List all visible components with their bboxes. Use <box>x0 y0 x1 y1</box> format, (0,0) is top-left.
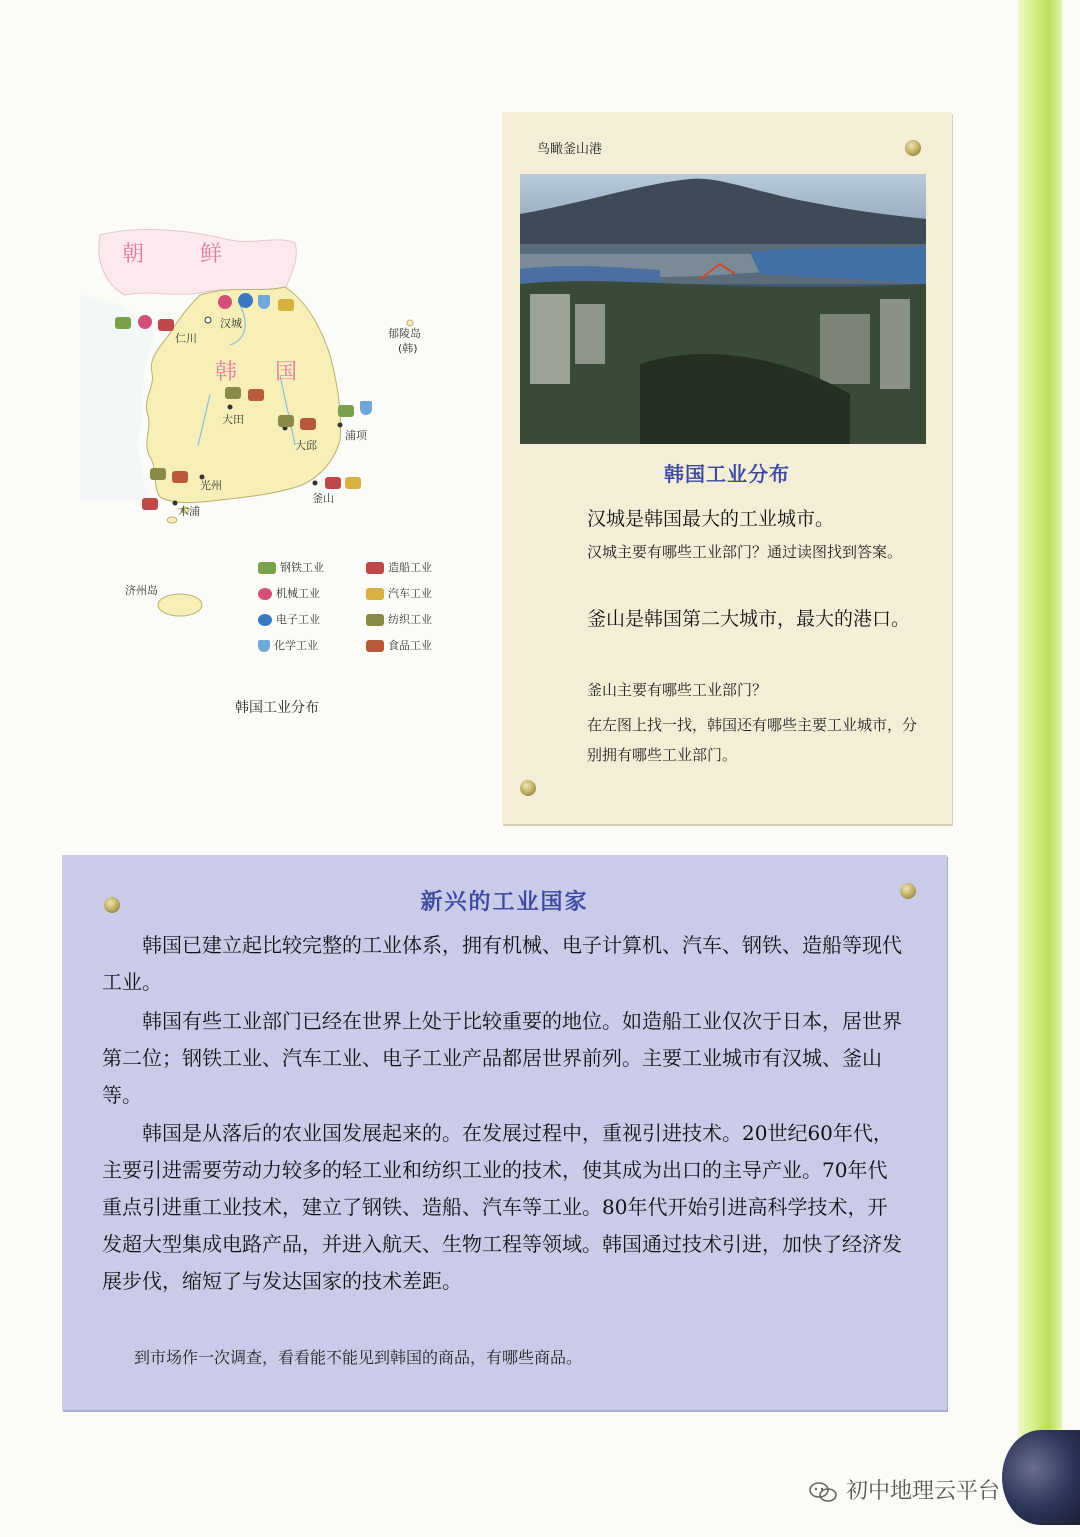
card-question-1: 汉城主要有哪些工业部门？通过读图找到答案。 <box>587 543 903 561</box>
emerging-industrial-country-box <box>62 855 947 1410</box>
legend-label: 纺织工业 <box>388 613 432 626</box>
map-label-chao: 朝 <box>122 242 145 267</box>
chemical-icon <box>360 401 372 415</box>
legend-item <box>258 586 320 602</box>
legend-label: 造船工业 <box>388 561 432 574</box>
legend-item <box>258 560 324 576</box>
card-paragraph-2: 釜山是韩国第二大城市，最大的港口。 <box>587 608 911 630</box>
pin-icon <box>520 780 536 796</box>
shipbuilding-icon <box>325 477 341 489</box>
info-activity: 到市场作一次调查，看看能不能见到韩国的商品，有哪些商品。 <box>134 1348 583 1367</box>
map-label-daejeon: 大田 <box>222 413 244 426</box>
photo-title: 鸟瞰釜山港 <box>537 142 603 157</box>
steel-icon <box>258 562 276 574</box>
legend-item <box>366 612 432 628</box>
legend-label: 汽车工业 <box>388 587 432 600</box>
legend-label: 化学工业 <box>274 639 318 652</box>
legend-item <box>258 612 320 628</box>
info-paragraph-2: 韩国有些工业部门已经在世界上处于比较重要的地位。如造船工业仅次于日本，居世界第二位；钢铁工业、汽车工业、电子工业产品都居世界前列。主要工业城市有汉城、釜山等。 <box>102 1009 902 1107</box>
busan-port-photo <box>520 174 926 444</box>
shipbuilding-icon <box>366 562 384 574</box>
map-label-jeju: 济州岛 <box>125 584 158 597</box>
textile-icon <box>150 468 166 480</box>
legend-label: 电子工业 <box>276 613 320 626</box>
machinery-icon <box>258 588 272 600</box>
pin-icon <box>905 140 921 156</box>
steel-icon <box>338 405 354 417</box>
textile-icon <box>225 387 241 399</box>
textile-icon <box>278 415 294 427</box>
legend-item <box>258 638 318 654</box>
chemical-icon <box>258 640 270 652</box>
map-label-mokpo: 木浦 <box>178 505 200 518</box>
automobile-icon <box>366 588 384 600</box>
legend-item <box>366 638 432 654</box>
automobile-icon <box>278 299 294 311</box>
food-icon <box>366 640 384 652</box>
watermark <box>808 1474 1000 1505</box>
wechat-icon <box>808 1481 838 1503</box>
map-label-yulingdao: 郁陵岛 <box>388 327 421 340</box>
legend-label: 机械工业 <box>276 587 320 600</box>
map-label-busan: 釜山 <box>312 492 334 505</box>
info-heading: 新兴的工业国家 <box>420 889 589 915</box>
electronics-icon <box>258 614 272 626</box>
legend-label: 钢铁工业 <box>280 561 324 574</box>
legend-label: 食品工业 <box>388 639 432 652</box>
shipbuilding-icon <box>158 319 174 331</box>
busan-port-image <box>520 174 926 444</box>
legend-item <box>366 586 432 602</box>
card-paragraph-1: 汉城是韩国最大的工业城市。 <box>587 508 835 530</box>
textile-icon <box>366 614 384 626</box>
card-question-2: 釜山主要有哪些工业部门？ <box>587 681 768 699</box>
food-icon <box>248 389 264 401</box>
watermark-text: 初中地理云平台 <box>846 1479 1001 1504</box>
globe-corner-decoration <box>1002 1430 1080 1525</box>
busan-photo-card <box>502 112 952 824</box>
steel-icon <box>115 317 131 329</box>
map-label-xian: 鲜 <box>200 242 223 267</box>
machinery-icon <box>138 315 152 329</box>
map-label-renchuan: 仁川 <box>175 332 197 345</box>
machinery-icon <box>218 295 232 309</box>
info-paragraph-1: 韩国已建立起比较完整的工业体系，拥有机械、电子计算机、汽车、钢铁、造船等现代工业。 <box>102 933 902 994</box>
map-label-gwangju: 光州 <box>200 479 222 492</box>
chemical-icon <box>258 295 270 309</box>
map-label-guo: 国 <box>275 360 298 385</box>
shipbuilding-icon <box>142 498 158 510</box>
map-label-yulingdao-note: (韩) <box>398 342 418 355</box>
map-label-han: 韩 <box>215 360 238 385</box>
page-edge-strip <box>1018 0 1062 1480</box>
map-label-hancheng: 汉城 <box>220 317 242 330</box>
card-question-3: 在左图上找一找，韩国还有哪些主要工业城市，分别拥有哪些工业部门。 <box>587 716 918 764</box>
map-caption: 韩国工业分布 <box>235 700 319 716</box>
info-paragraph-3: 韩国是从落后的农业国发展起来的。在发展过程中，重视引进技术。20世纪60年代，主要引进需要劳动力较多的轻工业和纺织工业的技术，使其成为出口的主导产业。70年代重点引进重工业技术，建立了钢铁、造船、汽车等工业。80年代开始引进高科学技术，开发超大型集成电路产品，并进入航天、生物工程等领域。韩国通过技术引进，加快了经济发展步伐，缩短了与发达国家的技术差距。 <box>102 1121 902 1293</box>
korea-industry-map <box>80 215 480 725</box>
map-label-daegu: 大邱 <box>295 439 317 452</box>
food-icon <box>300 418 316 430</box>
food-icon <box>172 471 188 483</box>
map-label-pohang: 浦项 <box>345 429 367 442</box>
electronics-icon <box>238 293 253 308</box>
card-heading: 韩国工业分布 <box>664 462 790 486</box>
automobile-icon <box>345 477 361 489</box>
legend-item <box>366 560 432 576</box>
